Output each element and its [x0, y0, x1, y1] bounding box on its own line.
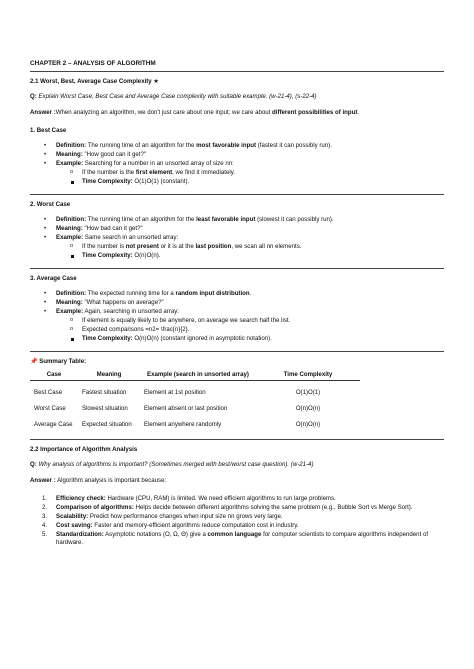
table-cell: O(1)O(1): [295, 389, 321, 396]
divider: [30, 194, 444, 195]
definition-text: The running time of an algorithm for the: [86, 142, 197, 149]
table-cell: Element anywhere randomly: [144, 421, 222, 428]
definition-end: (slowest it can possibly run).: [255, 216, 334, 223]
sub-list-item: o If element is equally likely to be anywhere, on average we search half the list.: [56, 317, 444, 325]
example-label: Example:: [56, 308, 84, 315]
question-label: Q:: [30, 93, 37, 100]
question-text: Explain Worst Case, Best Case and Average Case complexity with suitable example. (w-21-4), (s-22-4): [38, 93, 317, 100]
time-complexity-label: Time Complexity:: [82, 178, 133, 185]
list-item: [30, 160, 444, 186]
meaning-label: Meaning:: [56, 225, 83, 232]
sub-bold: not present: [125, 243, 159, 250]
answer-label: Answer :: [30, 109, 56, 116]
definition-bold: least favorable input: [196, 216, 256, 223]
best-case-list: [30, 142, 444, 186]
list-item: [30, 216, 444, 224]
document-page: [30, 60, 444, 548]
section-2-1-title: 2.1 Worst, Best, Average Case Complexity ★: [30, 78, 159, 85]
item-bold: Standardization:: [56, 531, 104, 538]
definition-bold: random input distribution: [175, 290, 250, 297]
table-cell: Fastest situation: [82, 389, 127, 396]
answer-label: Answer :: [30, 477, 56, 484]
sub-bold-2: last position: [195, 243, 232, 250]
divider: [30, 71, 444, 72]
answer-bold: different possibilities of input: [272, 109, 358, 116]
item-number: 4.: [42, 522, 48, 529]
item-number: 3.: [42, 513, 48, 520]
list-item: [30, 151, 444, 159]
list-item: [30, 504, 444, 512]
definition-label: Definition:: [56, 142, 87, 149]
item-bold: Scalability:: [56, 513, 89, 520]
sub-text: If the number is the: [82, 169, 136, 176]
item-text: Helps decide between different algorithms solving the same problem (e.g., Bubble Sort vs Merge Sort).: [133, 504, 413, 511]
definition-text: The expected running time for a: [86, 290, 176, 297]
table-cell: Expected situation: [82, 421, 132, 428]
sub-list-item: [56, 169, 444, 177]
answer-text: Algorithm analysis is important because:: [55, 477, 167, 484]
divider: [30, 351, 444, 352]
meaning-text: "How good can it get?": [82, 151, 147, 158]
list-item: [30, 308, 444, 343]
meaning-text: "What happens on average?": [82, 299, 164, 306]
table-cell: Element at 1st position: [144, 389, 206, 396]
item-bold: Comparison of algorithms:: [56, 504, 134, 511]
item-number: 2.: [42, 504, 48, 511]
sub-bold: first element: [135, 169, 173, 176]
definition-label: Definition:: [56, 290, 87, 297]
worst-case-title: 2. Worst Case: [30, 201, 71, 208]
list-item: [30, 513, 444, 521]
answer-text: When analyzing an algorithm, we don't just care about one input; we care about: [55, 109, 273, 116]
importance-list: [30, 495, 444, 547]
divider: [30, 439, 444, 440]
list-item: [30, 522, 444, 530]
sub-list-item: [56, 243, 444, 251]
definition-text: The running time of an algorithm for the: [86, 216, 197, 223]
question-2-1: [30, 93, 444, 101]
table-cell: Element absent or last position: [144, 405, 228, 412]
summary-title: [30, 358, 444, 366]
list-item: [30, 531, 444, 547]
section-2-2-title: 2.2 Importance of Algorithm Analysis: [30, 446, 138, 453]
column-header: Meaning: [78, 370, 140, 381]
definition-end: (fastest it can possibly run).: [256, 142, 332, 149]
table-cell: Worst Case: [34, 405, 66, 412]
question-text: Why analysis of algorithms is important? (Sometimes merged with best/worst case question). (w-21-4): [38, 461, 314, 468]
time-complexity-label: Time Complexity:: [82, 335, 133, 342]
list-item: [30, 495, 444, 503]
time-complexity-label: Time Complexity:: [82, 252, 133, 259]
chapter-title: CHAPTER 2 – ANALYSIS OF ALGORITHM: [30, 60, 156, 67]
table-cell: Average Case: [34, 421, 73, 428]
answer-2-2: [30, 477, 444, 485]
item-number: 1.: [42, 495, 48, 502]
list-item: [30, 142, 444, 150]
sub-list: [56, 169, 444, 186]
divider: [30, 268, 444, 269]
list-item: [30, 234, 444, 260]
sub-list: [56, 317, 444, 343]
time-complexity-text: O(1)O(1) (constant).: [132, 178, 190, 185]
pushpin-icon: 📌: [30, 359, 38, 365]
column-header: Case: [30, 370, 78, 381]
sub-list-item: [56, 178, 444, 186]
example-text: Searching for a number in an unsorted array of size nn:: [83, 160, 234, 167]
sub-list-item: o Expected comparisons =n2= \frac{n}{2}.: [56, 326, 444, 334]
list-item: [30, 290, 444, 298]
average-case-title: 3. Average Case: [30, 275, 77, 282]
item-text: Predict how performance changes when input size nn grows very large.: [88, 513, 283, 520]
table-cell: O(n)O(n): [295, 405, 321, 412]
item-text: Asymptotic notations (O, Ω, Θ) give a: [103, 531, 208, 538]
average-case-list: [30, 290, 444, 343]
question-label: Q:: [30, 461, 37, 468]
table-cell: Best Case: [34, 389, 63, 396]
table-cell: Slowest situation: [82, 405, 128, 412]
answer-2-1: [30, 109, 444, 117]
column-header: Time Complexity: [256, 370, 360, 381]
meaning-text: "How bad can it get?": [82, 225, 143, 232]
meaning-label: Meaning:: [56, 151, 83, 158]
table-cell: O(n)O(n): [295, 421, 321, 428]
sub-end: , we find it immediately.: [172, 169, 235, 176]
sub-text: If the number is: [82, 243, 126, 250]
definition-label: Definition:: [56, 216, 87, 223]
example-text: Same search in an unsorted array:: [83, 234, 179, 241]
sub-list-item: [56, 252, 444, 260]
table-row: [30, 413, 360, 429]
item-number: 5.: [42, 531, 48, 538]
item-text: Hardware (CPU, RAM) is limited. We need efficient algorithms to run large problems.: [105, 495, 336, 502]
time-complexity-text: O(n)O(n) (constant ignored in asymptotic notation).: [132, 335, 272, 342]
example-text: Again, searching in unsorted array:: [83, 308, 179, 315]
summary-title-text: Summary Table:: [39, 358, 87, 365]
sub-mid: or it is at the: [158, 243, 196, 250]
table-row: [30, 397, 360, 413]
column-header: Example (search in unsorted array): [140, 370, 256, 381]
item-bold-2: common language: [207, 531, 262, 538]
item-text: Faster and memory-efficient algorithms reduce computation cost in industry.: [92, 522, 299, 529]
question-2-2: [30, 461, 444, 469]
example-label: Example:: [56, 234, 84, 241]
sub-list: [56, 243, 444, 260]
definition-bold: most favorable input: [196, 142, 257, 149]
item-bold: Efficiency check:: [56, 495, 106, 502]
definition-end: .: [249, 290, 252, 297]
answer-end: .: [357, 109, 360, 116]
sub-end: , we scan all nn elements.: [231, 243, 302, 250]
item-end: for computer scientists to compare algorithms independent of hardware.: [56, 531, 429, 546]
best-case-title: 1. Best Case: [30, 127, 67, 134]
sub-list-item: [56, 335, 444, 343]
time-complexity-text: O(n)O(n).: [132, 252, 161, 259]
list-item: [30, 225, 444, 233]
list-item: [30, 299, 444, 307]
table-header-row: [30, 370, 360, 381]
worst-case-list: [30, 216, 444, 260]
table-row: [30, 381, 360, 398]
item-bold: Cost saving:: [56, 522, 93, 529]
summary-table: [30, 370, 360, 429]
example-label: Example:: [56, 160, 84, 167]
meaning-label: Meaning:: [56, 299, 83, 306]
